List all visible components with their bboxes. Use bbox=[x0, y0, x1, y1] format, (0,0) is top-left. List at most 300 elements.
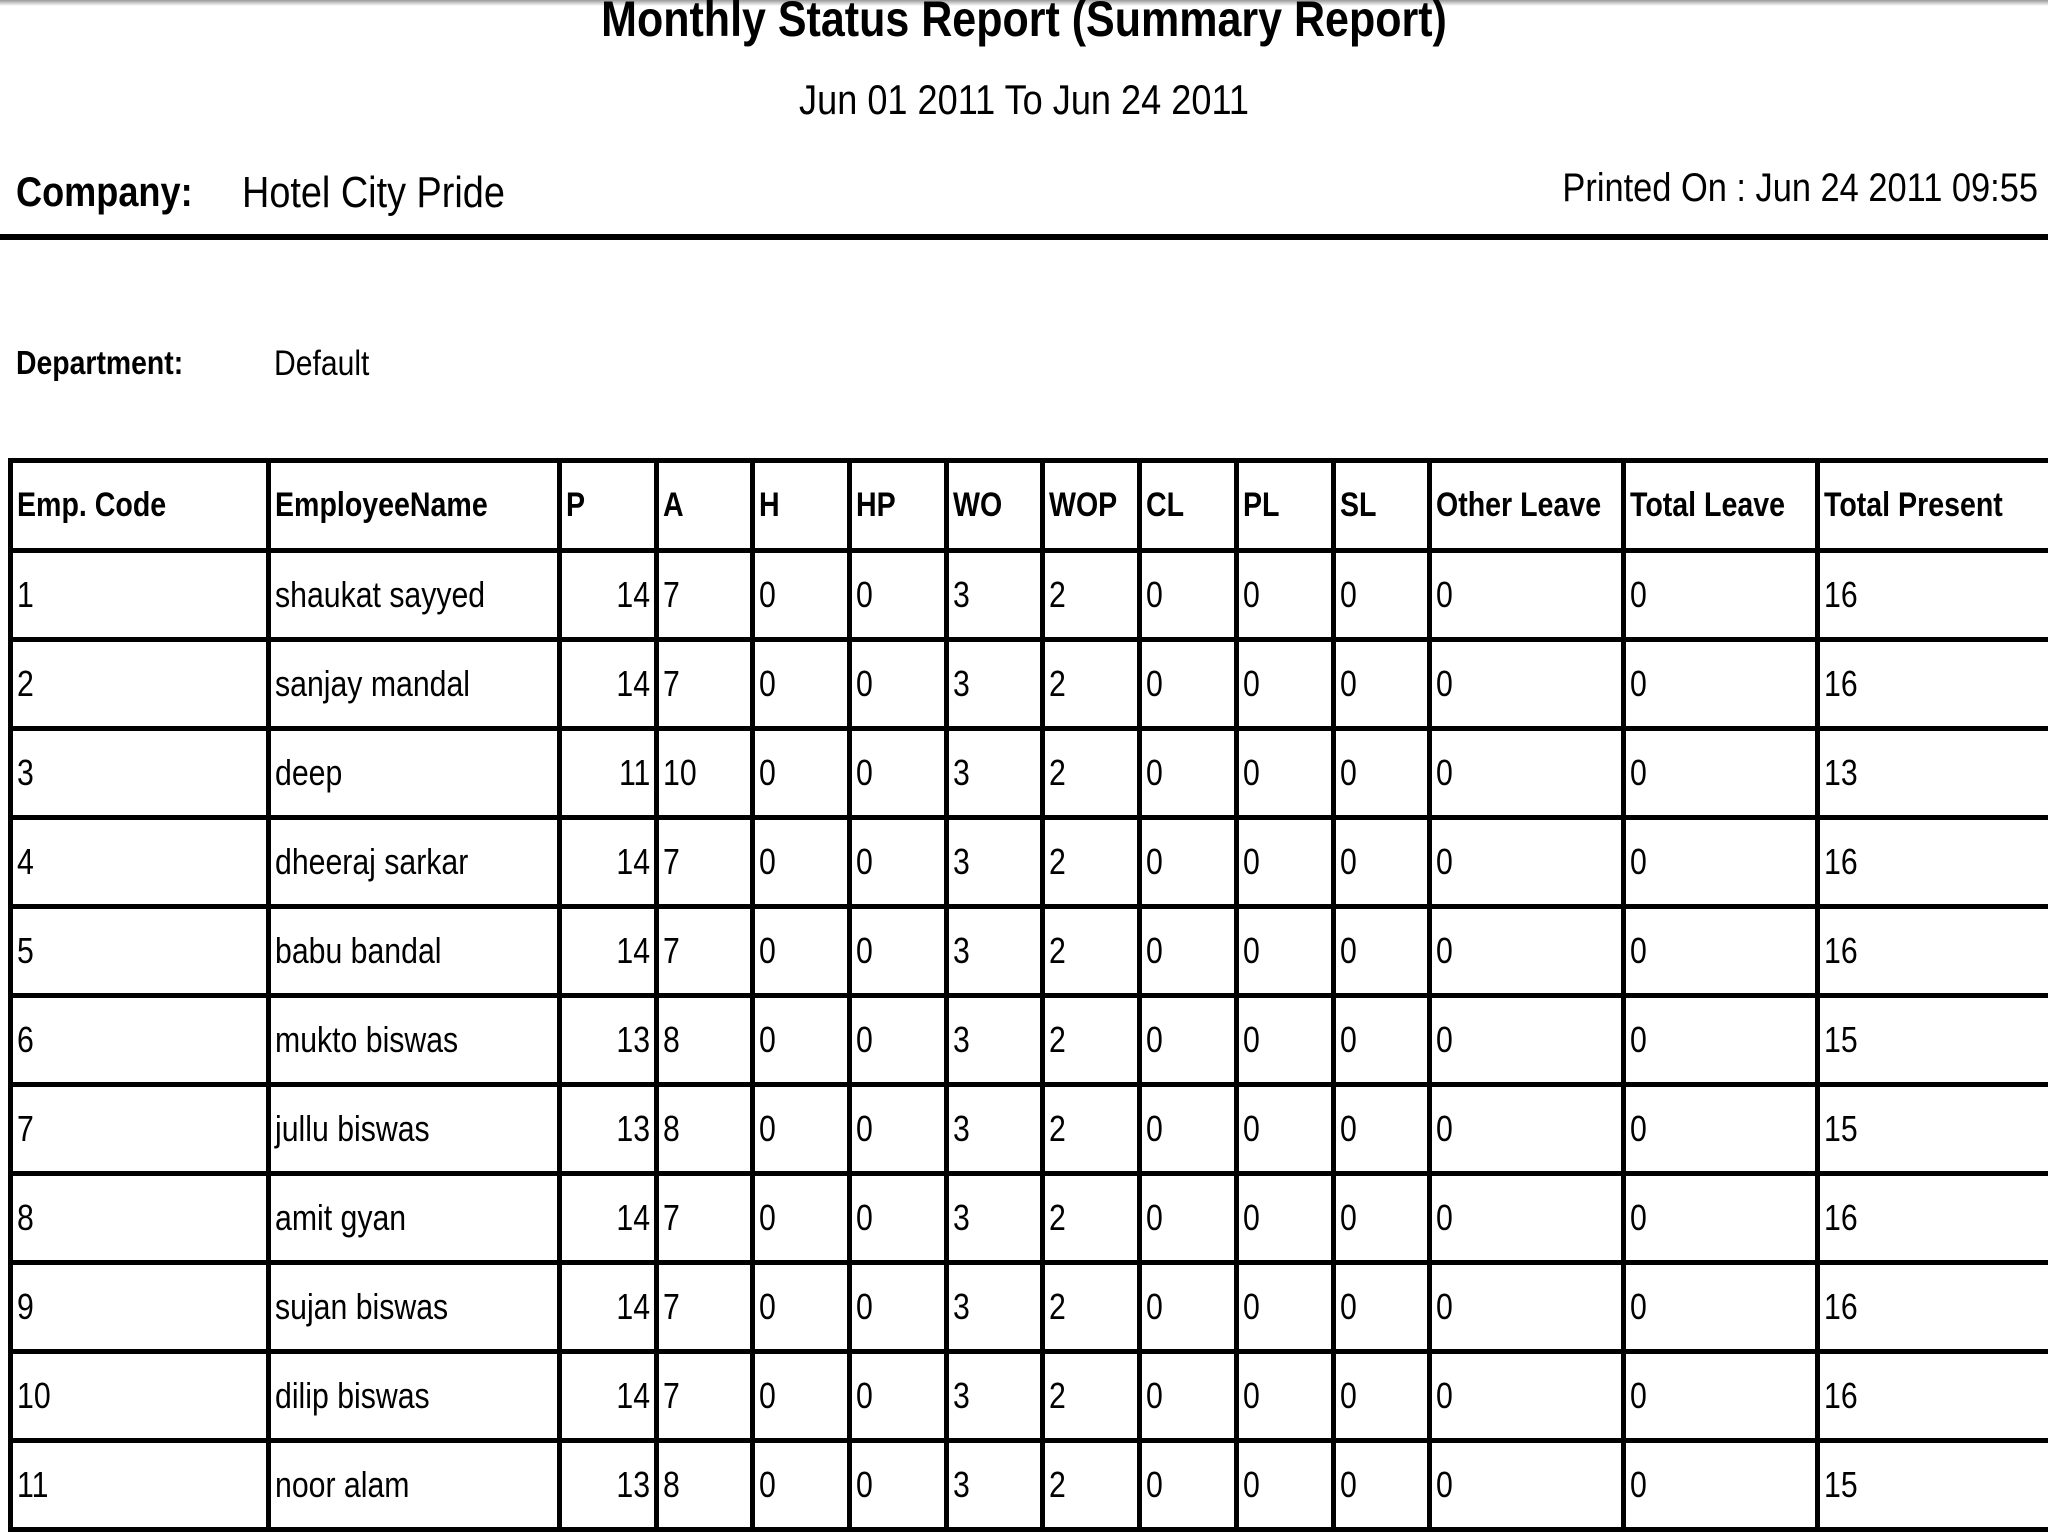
cell-value: 0 bbox=[1146, 752, 1163, 793]
column-header-label: Total Present bbox=[1824, 486, 2003, 524]
cell-value: 0 bbox=[856, 1375, 873, 1416]
cell-value: 3 bbox=[953, 1019, 970, 1060]
cell-pl bbox=[1237, 551, 1334, 640]
cell-total-leave bbox=[1624, 1085, 1818, 1174]
table-row bbox=[11, 907, 2048, 996]
cell-value: 0 bbox=[1340, 1464, 1357, 1505]
cell-total-leave bbox=[1624, 551, 1818, 640]
cell-wop bbox=[1043, 996, 1140, 1085]
cell-value: 0 bbox=[1146, 930, 1163, 971]
column-header-label: Other Leave bbox=[1436, 486, 1602, 524]
cell-wop bbox=[1043, 1441, 1140, 1530]
cell-wo bbox=[947, 1174, 1043, 1263]
column-header-label: HP bbox=[856, 486, 896, 524]
cell-sl bbox=[1334, 996, 1430, 1085]
cell-p bbox=[560, 551, 657, 640]
cell-value: 2 bbox=[1049, 1108, 1066, 1149]
cell-value: 16 bbox=[1824, 1286, 1858, 1327]
company-name: Hotel City Pride bbox=[242, 168, 505, 217]
report-date-range: Jun 01 2011 To Jun 24 2011 bbox=[799, 76, 1249, 123]
cell-value: 0 bbox=[1630, 1108, 1647, 1149]
cell-total-leave bbox=[1624, 996, 1818, 1085]
cell-value: 16 bbox=[1824, 1197, 1858, 1238]
cell-hp bbox=[850, 1085, 947, 1174]
cell-value: 16 bbox=[1824, 663, 1858, 704]
cell-wo bbox=[947, 1352, 1043, 1441]
cell-value: 0 bbox=[1630, 663, 1647, 704]
cell-value: 16 bbox=[1824, 574, 1858, 615]
cell-hp bbox=[850, 1263, 947, 1352]
cell-value: 0 bbox=[1243, 752, 1260, 793]
cell-emp-code bbox=[11, 1174, 269, 1263]
report-title: Monthly Status Report (Summary Report) bbox=[601, 0, 1447, 47]
cell-value: 0 bbox=[1340, 574, 1357, 615]
cell-hp bbox=[850, 907, 947, 996]
cell-p bbox=[560, 818, 657, 907]
cell-wop bbox=[1043, 1174, 1140, 1263]
cell-value: 15 bbox=[1824, 1464, 1858, 1505]
cell-value: 0 bbox=[1243, 841, 1260, 882]
cell-value: 6 bbox=[17, 1019, 34, 1060]
cell-value: 10 bbox=[663, 752, 697, 793]
cell-value: 7 bbox=[663, 1197, 680, 1238]
cell-value: 0 bbox=[1340, 841, 1357, 882]
table-row bbox=[11, 729, 2048, 818]
cell-p bbox=[560, 1263, 657, 1352]
cell-value: 3 bbox=[953, 752, 970, 793]
cell-pl bbox=[1237, 1352, 1334, 1441]
cell-value: 0 bbox=[1340, 1197, 1357, 1238]
cell-h bbox=[753, 1263, 850, 1352]
cell-value: 0 bbox=[1243, 1019, 1260, 1060]
cell-value: 0 bbox=[856, 1464, 873, 1505]
cell-cl bbox=[1140, 907, 1237, 996]
cell-value: 0 bbox=[1340, 663, 1357, 704]
cell-value: 3 bbox=[953, 1197, 970, 1238]
cell-value: 0 bbox=[1436, 752, 1453, 793]
cell-value: 14 bbox=[616, 1375, 650, 1416]
cell-value: 2 bbox=[1049, 1197, 1066, 1238]
cell-value: 0 bbox=[1146, 1108, 1163, 1149]
cell-hp bbox=[850, 818, 947, 907]
cell-value: 2 bbox=[1049, 1286, 1066, 1327]
cell-cl bbox=[1140, 1352, 1237, 1441]
cell-a bbox=[657, 1352, 753, 1441]
cell-other-leave bbox=[1430, 1263, 1624, 1352]
cell-p bbox=[560, 1085, 657, 1174]
company-label: Company: bbox=[16, 168, 193, 215]
cell-value: 0 bbox=[1146, 1375, 1163, 1416]
cell-h bbox=[753, 1174, 850, 1263]
cell-emp-code bbox=[11, 1352, 269, 1441]
column-header-wo bbox=[947, 461, 1043, 551]
cell-value: 0 bbox=[1146, 1464, 1163, 1505]
cell-pl bbox=[1237, 1085, 1334, 1174]
cell-value: 0 bbox=[1630, 752, 1647, 793]
cell-cl bbox=[1140, 729, 1237, 818]
cell-total-present bbox=[1818, 996, 2048, 1085]
table-row bbox=[11, 996, 2048, 1085]
cell-a bbox=[657, 729, 753, 818]
column-header-h bbox=[753, 461, 850, 551]
cell-pl bbox=[1237, 907, 1334, 996]
cell-value: 3 bbox=[953, 841, 970, 882]
cell-value: 2 bbox=[1049, 930, 1066, 971]
cell-wo bbox=[947, 996, 1043, 1085]
table-row bbox=[11, 1174, 2048, 1263]
cell-value: sanjay mandal bbox=[275, 663, 470, 704]
table-row bbox=[11, 1441, 2048, 1530]
cell-value: 0 bbox=[856, 930, 873, 971]
cell-sl bbox=[1334, 640, 1430, 729]
cell-value: 0 bbox=[1243, 930, 1260, 971]
column-header-employee-name bbox=[269, 461, 560, 551]
cell-value: 0 bbox=[1243, 574, 1260, 615]
cell-value: 0 bbox=[759, 1286, 776, 1327]
cell-value: 0 bbox=[1436, 1375, 1453, 1416]
cell-value: 0 bbox=[1146, 1019, 1163, 1060]
cell-value: 0 bbox=[856, 841, 873, 882]
cell-hp bbox=[850, 729, 947, 818]
cell-value: shaukat sayyed bbox=[275, 574, 486, 615]
cell-cl bbox=[1140, 1263, 1237, 1352]
cell-value: 15 bbox=[1824, 1019, 1858, 1060]
cell-h bbox=[753, 907, 850, 996]
cell-employee-name bbox=[269, 729, 560, 818]
cell-value: 0 bbox=[1340, 1375, 1357, 1416]
cell-value: jullu biswas bbox=[275, 1108, 430, 1149]
cell-value: 0 bbox=[1340, 1286, 1357, 1327]
cell-total-present bbox=[1818, 1174, 2048, 1263]
cell-a bbox=[657, 1263, 753, 1352]
cell-value: 7 bbox=[663, 1375, 680, 1416]
table-row bbox=[11, 1085, 2048, 1174]
cell-emp-code bbox=[11, 996, 269, 1085]
cell-value: 1 bbox=[17, 574, 34, 615]
cell-h bbox=[753, 818, 850, 907]
cell-hp bbox=[850, 996, 947, 1085]
cell-sl bbox=[1334, 1085, 1430, 1174]
cell-value: 0 bbox=[1436, 930, 1453, 971]
cell-sl bbox=[1334, 907, 1430, 996]
column-header-label: CL bbox=[1146, 486, 1185, 524]
column-header-label: Emp. Code bbox=[17, 486, 167, 524]
department-name: Default bbox=[274, 344, 370, 383]
cell-value: dilip biswas bbox=[275, 1375, 430, 1416]
cell-cl bbox=[1140, 1174, 1237, 1263]
column-header-label: H bbox=[759, 486, 780, 524]
cell-value: 0 bbox=[1340, 1108, 1357, 1149]
cell-wop bbox=[1043, 1352, 1140, 1441]
cell-hp bbox=[850, 1441, 947, 1530]
cell-value: 8 bbox=[17, 1197, 34, 1238]
cell-total-leave bbox=[1624, 907, 1818, 996]
cell-total-present bbox=[1818, 818, 2048, 907]
cell-value: 3 bbox=[953, 930, 970, 971]
cell-h bbox=[753, 1352, 850, 1441]
cell-employee-name bbox=[269, 907, 560, 996]
cell-other-leave bbox=[1430, 1174, 1624, 1263]
cell-value: babu bandal bbox=[275, 930, 442, 971]
cell-wo bbox=[947, 1263, 1043, 1352]
column-header-label: A bbox=[663, 486, 684, 524]
header-divider bbox=[0, 234, 2048, 240]
cell-emp-code bbox=[11, 640, 269, 729]
cell-value: 0 bbox=[1630, 1197, 1647, 1238]
cell-h bbox=[753, 1085, 850, 1174]
cell-value: 7 bbox=[663, 1286, 680, 1327]
cell-total-leave bbox=[1624, 729, 1818, 818]
cell-value: 7 bbox=[663, 663, 680, 704]
cell-total-present bbox=[1818, 1263, 2048, 1352]
cell-cl bbox=[1140, 640, 1237, 729]
cell-other-leave bbox=[1430, 1085, 1624, 1174]
cell-value: 0 bbox=[1436, 1019, 1453, 1060]
cell-value: mukto biswas bbox=[275, 1019, 459, 1060]
cell-value: 0 bbox=[856, 1197, 873, 1238]
cell-pl bbox=[1237, 996, 1334, 1085]
cell-p bbox=[560, 996, 657, 1085]
column-header-total-leave bbox=[1624, 461, 1818, 551]
column-header-cl bbox=[1140, 461, 1237, 551]
cell-value: 0 bbox=[759, 1464, 776, 1505]
cell-value: amit gyan bbox=[275, 1197, 407, 1238]
cell-p bbox=[560, 907, 657, 996]
cell-total-leave bbox=[1624, 1352, 1818, 1441]
table-row bbox=[11, 1352, 2048, 1441]
cell-value: 0 bbox=[1146, 663, 1163, 704]
cell-sl bbox=[1334, 1441, 1430, 1530]
cell-h bbox=[753, 551, 850, 640]
cell-value: 0 bbox=[1630, 930, 1647, 971]
cell-sl bbox=[1334, 1174, 1430, 1263]
cell-value: 0 bbox=[1436, 1197, 1453, 1238]
cell-value: 3 bbox=[953, 574, 970, 615]
column-header-wop bbox=[1043, 461, 1140, 551]
cell-value: 15 bbox=[1824, 1108, 1858, 1149]
cell-value: 0 bbox=[856, 1019, 873, 1060]
column-header-other-leave bbox=[1430, 461, 1624, 551]
column-header-label: PL bbox=[1243, 486, 1280, 524]
cell-a bbox=[657, 1085, 753, 1174]
cell-other-leave bbox=[1430, 640, 1624, 729]
cell-total-present bbox=[1818, 1085, 2048, 1174]
cell-cl bbox=[1140, 551, 1237, 640]
printed-on-timestamp: Printed On : Jun 24 2011 09:55 bbox=[1562, 166, 2038, 210]
cell-total-leave bbox=[1624, 818, 1818, 907]
column-header-p bbox=[560, 461, 657, 551]
cell-h bbox=[753, 640, 850, 729]
cell-value: 2 bbox=[1049, 574, 1066, 615]
cell-value: 14 bbox=[616, 1197, 650, 1238]
cell-value: 13 bbox=[616, 1019, 650, 1060]
cell-emp-code bbox=[11, 551, 269, 640]
cell-a bbox=[657, 907, 753, 996]
cell-other-leave bbox=[1430, 907, 1624, 996]
cell-value: 0 bbox=[759, 1108, 776, 1149]
cell-cl bbox=[1140, 818, 1237, 907]
cell-total-present bbox=[1818, 640, 2048, 729]
column-header-emp-code bbox=[11, 461, 269, 551]
column-header-a bbox=[657, 461, 753, 551]
cell-value: 0 bbox=[1340, 930, 1357, 971]
cell-value: 8 bbox=[663, 1108, 680, 1149]
cell-employee-name bbox=[269, 1174, 560, 1263]
cell-pl bbox=[1237, 729, 1334, 818]
cell-value: 3 bbox=[17, 752, 34, 793]
cell-value: deep bbox=[275, 752, 343, 793]
cell-wop bbox=[1043, 551, 1140, 640]
cell-total-leave bbox=[1624, 1441, 1818, 1530]
cell-value: 3 bbox=[953, 1108, 970, 1149]
column-header-label: P bbox=[566, 486, 586, 524]
cell-value: 0 bbox=[1243, 1375, 1260, 1416]
cell-value: 13 bbox=[616, 1464, 650, 1505]
column-header-hp bbox=[850, 461, 947, 551]
cell-value: 0 bbox=[1243, 1197, 1260, 1238]
cell-value: 7 bbox=[17, 1108, 34, 1149]
cell-value: 0 bbox=[759, 1197, 776, 1238]
cell-value: 7 bbox=[663, 841, 680, 882]
cell-other-leave bbox=[1430, 818, 1624, 907]
cell-value: 0 bbox=[856, 752, 873, 793]
cell-value: 14 bbox=[616, 1286, 650, 1327]
table-row bbox=[11, 640, 2048, 729]
cell-wo bbox=[947, 907, 1043, 996]
cell-value: 0 bbox=[759, 1019, 776, 1060]
cell-pl bbox=[1237, 1174, 1334, 1263]
cell-employee-name bbox=[269, 1263, 560, 1352]
cell-value: 3 bbox=[953, 1286, 970, 1327]
cell-value: 3 bbox=[953, 1464, 970, 1505]
cell-value: 0 bbox=[856, 1286, 873, 1327]
attendance-summary-table bbox=[8, 458, 2048, 1532]
cell-value: 0 bbox=[1436, 663, 1453, 704]
column-header-total-present bbox=[1818, 461, 2048, 551]
cell-emp-code bbox=[11, 1441, 269, 1530]
cell-value: 0 bbox=[1436, 1464, 1453, 1505]
cell-value: 0 bbox=[1146, 574, 1163, 615]
cell-h bbox=[753, 996, 850, 1085]
cell-value: 0 bbox=[1436, 574, 1453, 615]
column-header-label: WOP bbox=[1049, 486, 1118, 524]
cell-emp-code bbox=[11, 1263, 269, 1352]
cell-value: sujan biswas bbox=[275, 1286, 449, 1327]
cell-total-present bbox=[1818, 551, 2048, 640]
cell-value: 0 bbox=[759, 1375, 776, 1416]
cell-pl bbox=[1237, 640, 1334, 729]
cell-emp-code bbox=[11, 818, 269, 907]
cell-other-leave bbox=[1430, 1441, 1624, 1530]
cell-wo bbox=[947, 640, 1043, 729]
cell-value: 0 bbox=[1243, 1108, 1260, 1149]
cell-value: 11 bbox=[618, 752, 650, 793]
cell-p bbox=[560, 640, 657, 729]
cell-emp-code bbox=[11, 729, 269, 818]
cell-p bbox=[560, 729, 657, 818]
cell-total-leave bbox=[1624, 1263, 1818, 1352]
cell-wop bbox=[1043, 1263, 1140, 1352]
cell-pl bbox=[1237, 1263, 1334, 1352]
cell-value: 0 bbox=[1340, 752, 1357, 793]
cell-value: 13 bbox=[616, 1108, 650, 1149]
cell-value: 0 bbox=[1436, 1108, 1453, 1149]
cell-hp bbox=[850, 1174, 947, 1263]
cell-emp-code bbox=[11, 907, 269, 996]
cell-value: dheeraj sarkar bbox=[275, 841, 469, 882]
cell-value: 0 bbox=[856, 574, 873, 615]
cell-value: 13 bbox=[1824, 752, 1858, 793]
cell-value: 16 bbox=[1824, 1375, 1858, 1416]
cell-other-leave bbox=[1430, 729, 1624, 818]
cell-value: 0 bbox=[759, 752, 776, 793]
column-header-label: EmployeeName bbox=[275, 486, 488, 524]
cell-cl bbox=[1140, 996, 1237, 1085]
table-row bbox=[11, 551, 2048, 640]
cell-employee-name bbox=[269, 1352, 560, 1441]
cell-wop bbox=[1043, 640, 1140, 729]
cell-other-leave bbox=[1430, 551, 1624, 640]
cell-total-present bbox=[1818, 729, 2048, 818]
cell-value: 0 bbox=[1243, 1464, 1260, 1505]
cell-value: 0 bbox=[1630, 841, 1647, 882]
cell-sl bbox=[1334, 1263, 1430, 1352]
cell-a bbox=[657, 1441, 753, 1530]
cell-value: 9 bbox=[17, 1286, 34, 1327]
cell-value: 0 bbox=[1243, 1286, 1260, 1327]
cell-value: 11 bbox=[17, 1464, 49, 1505]
cell-value: 0 bbox=[759, 930, 776, 971]
cell-value: 14 bbox=[616, 841, 650, 882]
cell-value: 14 bbox=[616, 930, 650, 971]
cell-value: 0 bbox=[1436, 841, 1453, 882]
cell-value: 3 bbox=[953, 663, 970, 704]
cell-employee-name bbox=[269, 551, 560, 640]
cell-sl bbox=[1334, 729, 1430, 818]
cell-value: 0 bbox=[856, 1108, 873, 1149]
table-row bbox=[11, 818, 2048, 907]
cell-other-leave bbox=[1430, 996, 1624, 1085]
cell-p bbox=[560, 1352, 657, 1441]
column-header-label: Total Leave bbox=[1630, 486, 1786, 524]
cell-total-present bbox=[1818, 1352, 2048, 1441]
cell-a bbox=[657, 551, 753, 640]
cell-value: 0 bbox=[856, 663, 873, 704]
cell-value: 7 bbox=[663, 930, 680, 971]
column-header-pl bbox=[1237, 461, 1334, 551]
cell-value: 0 bbox=[1146, 841, 1163, 882]
cell-other-leave bbox=[1430, 1352, 1624, 1441]
cell-cl bbox=[1140, 1441, 1237, 1530]
cell-cl bbox=[1140, 1085, 1237, 1174]
column-header-label: WO bbox=[953, 486, 1003, 524]
column-header-label: SL bbox=[1340, 486, 1377, 524]
cell-value: 0 bbox=[1243, 663, 1260, 704]
cell-hp bbox=[850, 551, 947, 640]
cell-wop bbox=[1043, 907, 1140, 996]
cell-wo bbox=[947, 729, 1043, 818]
cell-value: 2 bbox=[1049, 1375, 1066, 1416]
cell-value: 0 bbox=[1146, 1286, 1163, 1327]
cell-wo bbox=[947, 1441, 1043, 1530]
cell-h bbox=[753, 729, 850, 818]
cell-value: 0 bbox=[1340, 1019, 1357, 1060]
cell-value: 2 bbox=[1049, 1019, 1066, 1060]
cell-p bbox=[560, 1174, 657, 1263]
cell-value: 2 bbox=[1049, 841, 1066, 882]
cell-employee-name bbox=[269, 640, 560, 729]
cell-a bbox=[657, 996, 753, 1085]
